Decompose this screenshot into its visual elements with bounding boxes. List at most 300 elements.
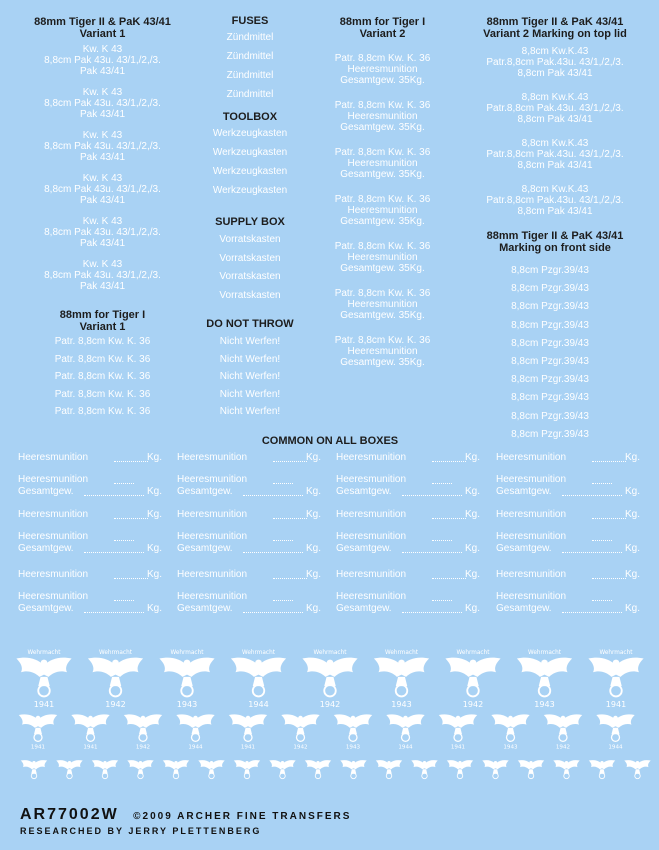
eagle-label: Wehrmacht	[599, 649, 633, 656]
col4b-heading-line1: 88mm Tiger II & PaK 43/41	[486, 230, 624, 242]
decal-text: Heeresmunition	[347, 205, 418, 216]
common-decal-single	[18, 509, 168, 520]
decal-text: Patr. 8,8cm Kw. K. 36	[54, 371, 151, 382]
decal-dotted-line	[273, 578, 307, 579]
eagle-icon	[517, 650, 572, 709]
decal-text: Patr. 8,8cm Kw. K. 36	[334, 147, 431, 158]
decal-text: Zündmittel	[226, 51, 274, 62]
decal-text: Kg.	[146, 509, 162, 520]
decal-text: Gesamtgew.	[177, 603, 233, 614]
decal-text: 8,8cm Pzgr.39/43	[511, 319, 589, 331]
decal-text: Patr. 8,8cm Kw. K. 36	[54, 388, 151, 400]
decal-dotted-line	[243, 612, 303, 613]
decal-text: Heeresmunition	[18, 509, 89, 520]
decal-text: Zündmittel	[226, 32, 274, 43]
decal-text: Pak 43/41	[79, 66, 126, 77]
decal-dotted-line	[114, 540, 134, 541]
decal-text: Heeresmunition	[347, 64, 418, 75]
eagle-icon	[159, 650, 214, 709]
eagle-icon	[229, 714, 267, 750]
eagle-icon	[269, 760, 295, 779]
eagle-year: 1943	[391, 699, 412, 709]
decal-text: 8,8cm Kw.K.43	[521, 138, 589, 149]
decal-text: Kw. K 43	[82, 259, 123, 270]
copyright-text: ©2009 ARCHER FINE TRANSFERS	[133, 811, 352, 822]
eagle-icon	[16, 650, 71, 709]
decal-text: Patr. 8,8cm Kw. K. 36	[334, 53, 431, 64]
decal-block	[310, 100, 455, 133]
decal-text: Patr. 8,8cm Kw. K. 36	[54, 406, 151, 417]
decal-text: Pak 43/41	[79, 281, 126, 292]
eagle-icon	[411, 760, 437, 779]
decal-text: Gesamtgew. 35Kg.	[340, 216, 425, 227]
decal-text: Patr.8,8cm Pak.43u. 43/1,/2,/3.	[486, 149, 624, 160]
eagle-label: Wehrmacht	[313, 649, 347, 656]
decal-text: Gesamtgew. 35Kg.	[340, 357, 425, 368]
decal-dotted-line	[562, 612, 622, 613]
eagle-icon	[302, 650, 357, 709]
decal-text: Heeresmunition	[347, 111, 418, 122]
decal-block	[310, 194, 455, 227]
common-decal-double	[496, 486, 646, 497]
decal-text: Kg.	[305, 569, 321, 580]
decal-text: Kg.	[305, 543, 321, 554]
decal-text: Heeresmunition	[177, 569, 248, 580]
decal-text: Vorratskasten	[219, 234, 281, 245]
common-decal-double	[336, 474, 486, 485]
common-decal-double	[177, 591, 327, 602]
common-decal-double	[18, 486, 168, 497]
decal-text: Heeresmunition	[177, 591, 248, 602]
eagle-icon	[589, 760, 615, 779]
decal-dotted-line	[592, 600, 612, 601]
decal-text: Zündmittel	[226, 70, 274, 81]
common-decal-single	[496, 569, 646, 580]
eagle-label: Wehrmacht	[456, 649, 490, 656]
eagle-icon	[163, 760, 189, 779]
decal-text: Werkzeugkasten	[212, 128, 288, 139]
col4b-heading	[460, 230, 650, 254]
eagle-label: Wehrmacht	[242, 649, 275, 656]
eagle-icon	[445, 650, 500, 709]
common-decal-single	[177, 452, 327, 463]
eagle-icon	[305, 760, 331, 779]
decal-text: Kw. K 43	[82, 173, 123, 184]
eagle-label: Wehrmacht	[385, 649, 418, 656]
eagle-year: 1941	[30, 744, 46, 751]
decal-text: Patr. 8,8cm Kw. K. 36	[334, 100, 431, 111]
eagle-label: Wehrmacht	[27, 649, 61, 656]
researched-by-text: RESEARCHED BY JERRY PLETTENBERG	[20, 826, 262, 836]
decal-text: Gesamtgew.	[18, 603, 74, 614]
decal-text: Patr. 8,8cm Kw. K. 36	[54, 353, 151, 365]
decal-text: Heeresmunition	[496, 452, 567, 463]
eagle-year: 1941	[450, 744, 466, 751]
eagle-label: Wehrmacht	[99, 649, 132, 656]
decal-text: 8,8cm Pzgr.39/43	[511, 410, 589, 422]
eagle-icon	[281, 714, 319, 750]
eagle-icon	[439, 714, 477, 750]
decal-text: Vorratskasten	[219, 271, 281, 282]
common-decal-double	[177, 486, 327, 497]
decal-dotted-line	[273, 540, 293, 541]
decal-text: Heeresmunition	[177, 452, 248, 463]
eagle-icon	[92, 760, 118, 779]
common-decal-single	[336, 569, 486, 580]
decal-dotted-line	[273, 483, 293, 484]
decal-block	[458, 92, 652, 125]
eagle-year: 1944	[188, 744, 203, 751]
decal-text: Pak 43/41	[79, 195, 126, 206]
decal-text: Nicht Werfen!	[219, 371, 281, 382]
eagle-year: 1942	[293, 744, 308, 751]
common-decal-double	[336, 531, 486, 542]
decal-dotted-line	[402, 495, 462, 496]
decal-text: Heeresmunition	[18, 474, 89, 485]
fuses-heading: FUSES	[231, 15, 269, 27]
eagle-year: 1944	[248, 699, 269, 709]
decal-text: Gesamtgew. 35Kg.	[340, 263, 425, 274]
col1b-heading-line2: Variant 1	[79, 321, 126, 333]
col4-heading	[460, 16, 650, 40]
decal-block	[20, 259, 185, 292]
common-decal-double	[18, 474, 168, 485]
decal-text: Heeresmunition	[496, 591, 567, 602]
footer-line1	[20, 806, 351, 824]
eagle-label: Wehrmacht	[528, 649, 561, 656]
decal-text: 8,8cm Kw.K.43	[521, 46, 589, 57]
decal-text: Kg.	[305, 486, 321, 497]
common-decal-double	[18, 603, 168, 614]
col1-heading	[20, 16, 185, 40]
decal-dotted-line	[432, 578, 466, 579]
decal-text: Kg.	[464, 452, 480, 463]
eagle-icon	[544, 714, 582, 750]
decal-text: Vorratskasten	[219, 289, 281, 301]
decal-text: Heeresmunition	[347, 299, 418, 310]
decal-text: Gesamtgew.	[177, 543, 233, 554]
common-decal-double	[496, 591, 646, 602]
decal-dotted-line	[592, 483, 612, 484]
decal-text: Kg.	[146, 543, 162, 554]
decal-text: 8,8cm Pak 43/41	[517, 206, 593, 217]
common-decal-single	[177, 569, 327, 580]
decal-text: Kg.	[464, 603, 480, 614]
decal-block	[20, 130, 185, 163]
decal-dotted-line	[273, 518, 307, 519]
decal-block	[310, 241, 455, 274]
decal-text: Nicht Werfen!	[219, 406, 281, 417]
supply-heading: SUPPLY BOX	[215, 216, 285, 228]
decal-text: 8,8cm Pzgr.39/43	[511, 337, 589, 349]
decal-text: Zündmittel	[226, 89, 274, 100]
decal-text: Heeresmunition	[336, 591, 407, 602]
decal-dotted-line	[592, 518, 626, 519]
eagle-icon	[234, 760, 260, 779]
col4b-heading-line2: Marking on front side	[499, 242, 611, 254]
common-decal-double	[496, 543, 646, 554]
decal-dotted-line	[273, 461, 307, 462]
decal-text: 8,8cm Kw.K.43	[521, 184, 589, 195]
decal-text: Heeresmunition	[347, 158, 418, 169]
decal-text: Werkzeugkasten	[212, 147, 288, 158]
eagle-icon	[176, 714, 214, 750]
decal-dotted-line	[84, 612, 144, 613]
eagle-icon	[518, 760, 544, 779]
decal-text: 8,8cm Pak 43/41	[517, 114, 593, 125]
decal-dotted-line	[432, 461, 466, 462]
decal-block	[310, 288, 455, 321]
decal-text: Gesamtgew.	[18, 486, 74, 497]
eagle-year: 1941	[33, 699, 55, 709]
decal-text: Kw. K 43	[82, 130, 123, 141]
eagle-icon	[588, 650, 643, 709]
decal-dotted-line	[592, 540, 612, 541]
decal-text: Kg.	[464, 509, 480, 520]
decal-text: Gesamtgew.	[336, 603, 392, 614]
decal-text: Kg.	[624, 603, 640, 614]
common-decal-double	[496, 474, 646, 485]
decal-text: Gesamtgew.	[336, 543, 392, 554]
decal-text: Patr. 8,8cm Kw. K. 36	[54, 336, 151, 347]
decal-text: Heeresmunition	[177, 509, 248, 520]
decal-text: 8,8cm Pak 43u. 43/1,/2,/3.	[44, 141, 161, 152]
eagle-icon	[198, 760, 224, 779]
decal-text: Heeresmunition	[336, 452, 407, 463]
decal-text: Kg.	[305, 509, 321, 520]
decal-dotted-line	[84, 552, 144, 553]
eagle-year: 1941	[605, 699, 627, 709]
decal-text: 8,8cm Pak 43u. 43/1,/2,/3.	[44, 98, 161, 109]
decal-text: Werkzeugkasten	[212, 185, 288, 196]
decal-text: Kw. K 43	[82, 87, 123, 98]
eagle-year: 1943	[345, 744, 361, 751]
common-decal-double	[177, 603, 327, 614]
eagle-icon	[19, 714, 57, 750]
decal-text: Heeresmunition	[336, 474, 407, 485]
decal-block	[20, 44, 185, 77]
decal-dotted-line	[432, 483, 452, 484]
decal-text: 8,8cm Kw.K.43	[521, 92, 589, 103]
common-decal-single	[18, 452, 168, 463]
decal-text: Patr. 8,8cm Kw. K. 36	[334, 241, 431, 252]
decal-text: Kg.	[464, 569, 480, 580]
decal-text: Werkzeugkasten	[212, 166, 288, 177]
decal-text: Nicht Werfen!	[219, 388, 281, 400]
col3-heading-line1: 88mm for Tiger I	[339, 16, 426, 28]
eagle-label: Wehrmacht	[170, 649, 204, 656]
decal-text: Patr. 8,8cm Kw. K. 36	[334, 335, 431, 346]
eagle-icon	[56, 760, 82, 779]
eagle-year: 1944	[398, 744, 413, 751]
decal-dotted-line	[562, 552, 622, 553]
common-decal-single	[177, 509, 327, 520]
eagle-year: 1942	[462, 699, 484, 709]
decal-text: Gesamtgew. 35Kg.	[340, 75, 425, 86]
decal-block	[310, 53, 455, 86]
decal-text: 8,8cm Pak 43u. 43/1,/2,/3.	[44, 270, 161, 281]
donot-heading: DO NOT THROW	[206, 318, 294, 330]
eagle-year: 1943	[176, 699, 198, 709]
decal-text: Kg.	[305, 603, 321, 614]
eagle-icon	[624, 760, 650, 779]
eagle-icon	[340, 760, 366, 779]
eagle-year: 1941	[240, 744, 256, 751]
eagle-icon	[374, 650, 429, 709]
decal-text: Kg.	[146, 486, 162, 497]
decal-dotted-line	[273, 600, 293, 601]
eagle-icon	[71, 714, 109, 750]
common-decal-double	[177, 531, 327, 542]
decal-dotted-line	[432, 540, 452, 541]
decal-text: Patr.8,8cm Pak.43u. 43/1,/2,/3.	[486, 57, 624, 68]
decal-text: Heeresmunition	[177, 474, 248, 485]
eagle-year: 1944	[608, 744, 623, 751]
decal-text: Gesamtgew. 35Kg.	[340, 310, 425, 321]
decal-block	[458, 184, 652, 217]
decal-text: Kg.	[624, 486, 640, 497]
eagle-year: 1942	[135, 744, 151, 751]
eagle-icon	[553, 760, 579, 779]
decal-dotted-line	[562, 495, 622, 496]
toolbox-heading: TOOLBOX	[222, 111, 278, 123]
decal-dotted-line	[114, 518, 148, 519]
common-decal-double	[496, 603, 646, 614]
decal-text: 8,8cm Pzgr.39/43	[511, 392, 589, 404]
decal-text: Kg.	[464, 543, 480, 554]
decal-text: Heeresmunition	[336, 569, 407, 580]
common-decal-double	[336, 591, 486, 602]
col1-heading-line2: Variant 1	[79, 28, 126, 40]
product-code: AR77002W	[20, 806, 119, 823]
common-decal-double	[18, 543, 168, 554]
common-decal-double	[496, 531, 646, 542]
common-decal-single	[336, 452, 486, 463]
decal-dotted-line	[84, 495, 144, 496]
common-decal-single	[496, 452, 646, 463]
decal-text: Heeresmunition	[18, 531, 89, 542]
decal-text: Nicht Werfen!	[219, 353, 281, 365]
eagle-icon	[482, 760, 508, 779]
decal-text: Heeresmunition	[18, 452, 89, 463]
decal-text: 8,8cm Pak 43/41	[517, 68, 593, 79]
decal-text: Patr. 8,8cm Kw. K. 36	[334, 288, 431, 299]
decal-text: 8,8cm Pak 43u. 43/1,/2,/3.	[44, 227, 161, 238]
decal-text: Gesamtgew.	[336, 486, 392, 497]
decal-block	[458, 138, 652, 171]
decal-text: Kg.	[146, 603, 162, 614]
decal-text: Kg.	[624, 569, 640, 580]
decal-dotted-line	[243, 552, 303, 553]
decal-text: Pak 43/41	[79, 109, 126, 120]
decal-block	[310, 147, 455, 180]
decal-text: Nicht Werfen!	[219, 336, 281, 347]
decal-text: Gesamtgew.	[18, 543, 74, 554]
common-decal-single	[18, 569, 168, 580]
common-decal-single	[496, 509, 646, 520]
eagle-icon	[21, 760, 47, 779]
decal-text: 8,8cm Pak 43/41	[517, 160, 593, 171]
eagle-year: 1942	[105, 699, 126, 709]
eagle-icon	[127, 760, 153, 779]
decal-dotted-line	[432, 518, 466, 519]
eagle-year: 1943	[503, 744, 518, 751]
eagle-icon	[88, 650, 143, 709]
decal-text: 8,8cm Pzgr.39/43	[511, 283, 589, 295]
decal-text: Kg.	[464, 486, 480, 497]
eagle-icon	[386, 714, 424, 750]
decal-text: Pak 43/41	[79, 238, 126, 249]
decal-text: Vorratskasten	[219, 252, 281, 264]
decal-dotted-line	[432, 600, 452, 601]
decal-block	[20, 216, 185, 249]
eagle-year: 1941	[83, 744, 98, 751]
decal-dotted-line	[592, 578, 626, 579]
decal-text: 8,8cm Pzgr.39/43	[511, 265, 589, 276]
decal-text: Kg.	[305, 452, 321, 463]
decal-dotted-line	[114, 600, 134, 601]
decal-dotted-line	[243, 495, 303, 496]
decal-text: Kg.	[624, 452, 640, 463]
eagle-icon	[231, 650, 286, 709]
col4-heading-line1: 88mm Tiger II & PaK 43/41	[486, 16, 624, 28]
common-decal-double	[18, 591, 168, 602]
decal-block	[458, 46, 652, 79]
decal-block	[20, 173, 185, 206]
decal-text: Heeresmunition	[496, 531, 567, 542]
decal-text: Heeresmunition	[336, 531, 407, 542]
decal-block	[310, 335, 455, 368]
decal-text: Heeresmunition	[347, 252, 418, 263]
decal-dotted-line	[592, 461, 626, 462]
decal-text: Gesamtgew. 35Kg.	[340, 169, 425, 180]
eagle-icon	[376, 760, 402, 779]
eagle-icon	[596, 714, 634, 750]
common-decal-double	[336, 486, 486, 497]
eagle-year: 1943	[534, 699, 555, 709]
col1-heading-line1: 88mm Tiger II & PaK 43/41	[34, 16, 171, 28]
decal-text: Heeresmunition	[177, 531, 248, 542]
col1b-heading-line1: 88mm for Tiger I	[59, 309, 146, 321]
decal-text: Heeresmunition	[496, 509, 567, 520]
eagle-icon	[334, 714, 372, 750]
col3-heading	[310, 16, 455, 40]
decal-dotted-line	[402, 612, 462, 613]
decal-text: Heeresmunition	[18, 569, 89, 580]
decal-text: Heeresmunition	[336, 509, 407, 520]
decal-text: 8,8cm Pak 43u. 43/1,/2,/3.	[44, 184, 161, 195]
decal-text: 8,8cm Pzgr.39/43	[511, 301, 589, 313]
decal-text: Heeresmunition	[18, 591, 89, 602]
decal-text: Patr.8,8cm Pak.43u. 43/1,/2,/3.	[486, 195, 624, 206]
decal-text: Gesamtgew.	[496, 603, 552, 614]
decal-text: Kw. K 43	[82, 44, 123, 55]
decal-text: Kg.	[146, 452, 162, 463]
eagle-icon	[447, 760, 473, 779]
decal-text: Patr. 8,8cm Kw. K. 36	[334, 194, 431, 205]
col4-heading-line2: Variant 2 Marking on top lid	[483, 28, 627, 40]
decal-text: Heeresmunition	[496, 569, 567, 580]
decal-text: Gesamtgew.	[496, 486, 552, 497]
decal-block	[20, 87, 185, 120]
decal-text: Kg.	[146, 569, 162, 580]
common-heading: COMMON ON ALL BOXES	[261, 435, 399, 447]
common-decal-double	[18, 531, 168, 542]
decal-text: Gesamtgew.	[177, 486, 233, 497]
decal-text: Gesamtgew.	[496, 543, 552, 554]
decal-dotted-line	[114, 483, 134, 484]
eagle-year: 1942	[319, 699, 341, 709]
